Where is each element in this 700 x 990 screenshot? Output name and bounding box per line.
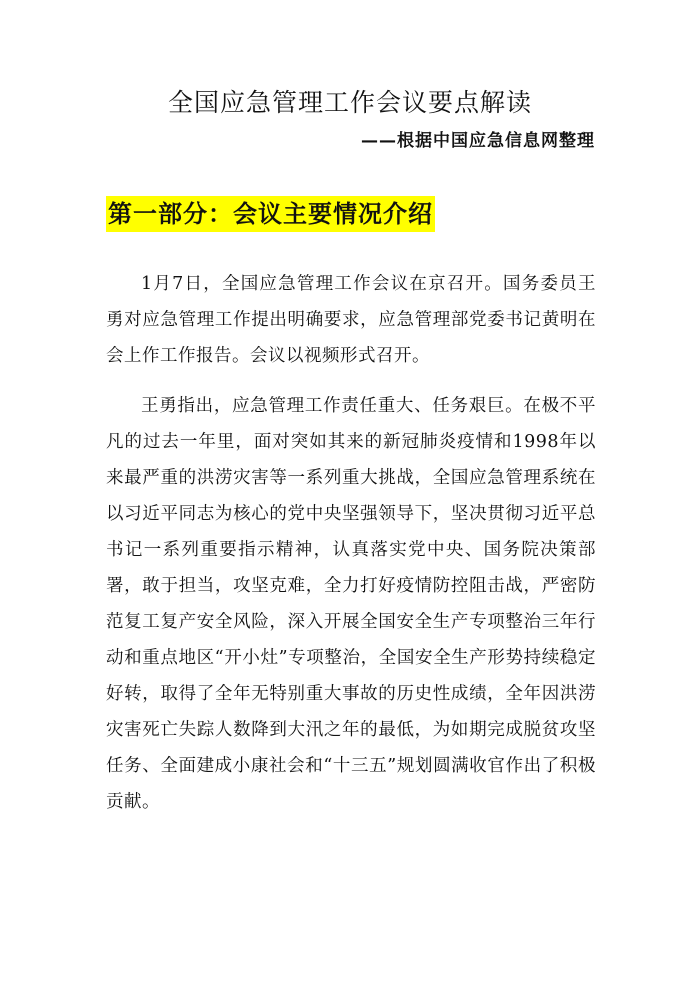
paragraph: 1月7日，全国应急管理工作会议在京召开。国务委员王勇对应急管理工作提出明确要求，应急管理部党委书记黄明在会上作工作报告。会议以视频形式召开。 (106, 274, 596, 366)
document-subtitle: ——根据中国应急信息网整理 (361, 131, 595, 151)
body-text (106, 266, 596, 834)
document-title: 全国应急管理工作会议要点解读 (167, 88, 532, 117)
section-heading: 第一部分：会议主要情况介绍 (106, 196, 435, 232)
paragraph: 王勇指出，应急管理工作责任重大、任务艰巨。在极不平凡的过去一年里，面对突如其来的新冠肺炎疫情和1998年以来最严重的洪涝灾害等一系列重大挑战，全国应急管理系统在以习近平同志为核心的党中央坚强领导下，坚决贯彻习近平总书记一系列重要指示精神，认真落实党中央、国务院决策部署，敢于担当，攻坚克难，全力打好疫情防控阻击战，严密防范复工复产安全风险，深入开展全国安全生产专项整治三年行动和重点地区“开小灶”专项整治，全国安全生产形势持续稳定好转，取得了全年无特别重大事故的历史性成绩，全年因洪涝灾害死亡失踪人数降到大汛之年的最低，为如期完成脱贫攻坚任务、全面建成小康社会和“十三五”规划圆满收官作出了积极贡献。 (106, 396, 596, 812)
